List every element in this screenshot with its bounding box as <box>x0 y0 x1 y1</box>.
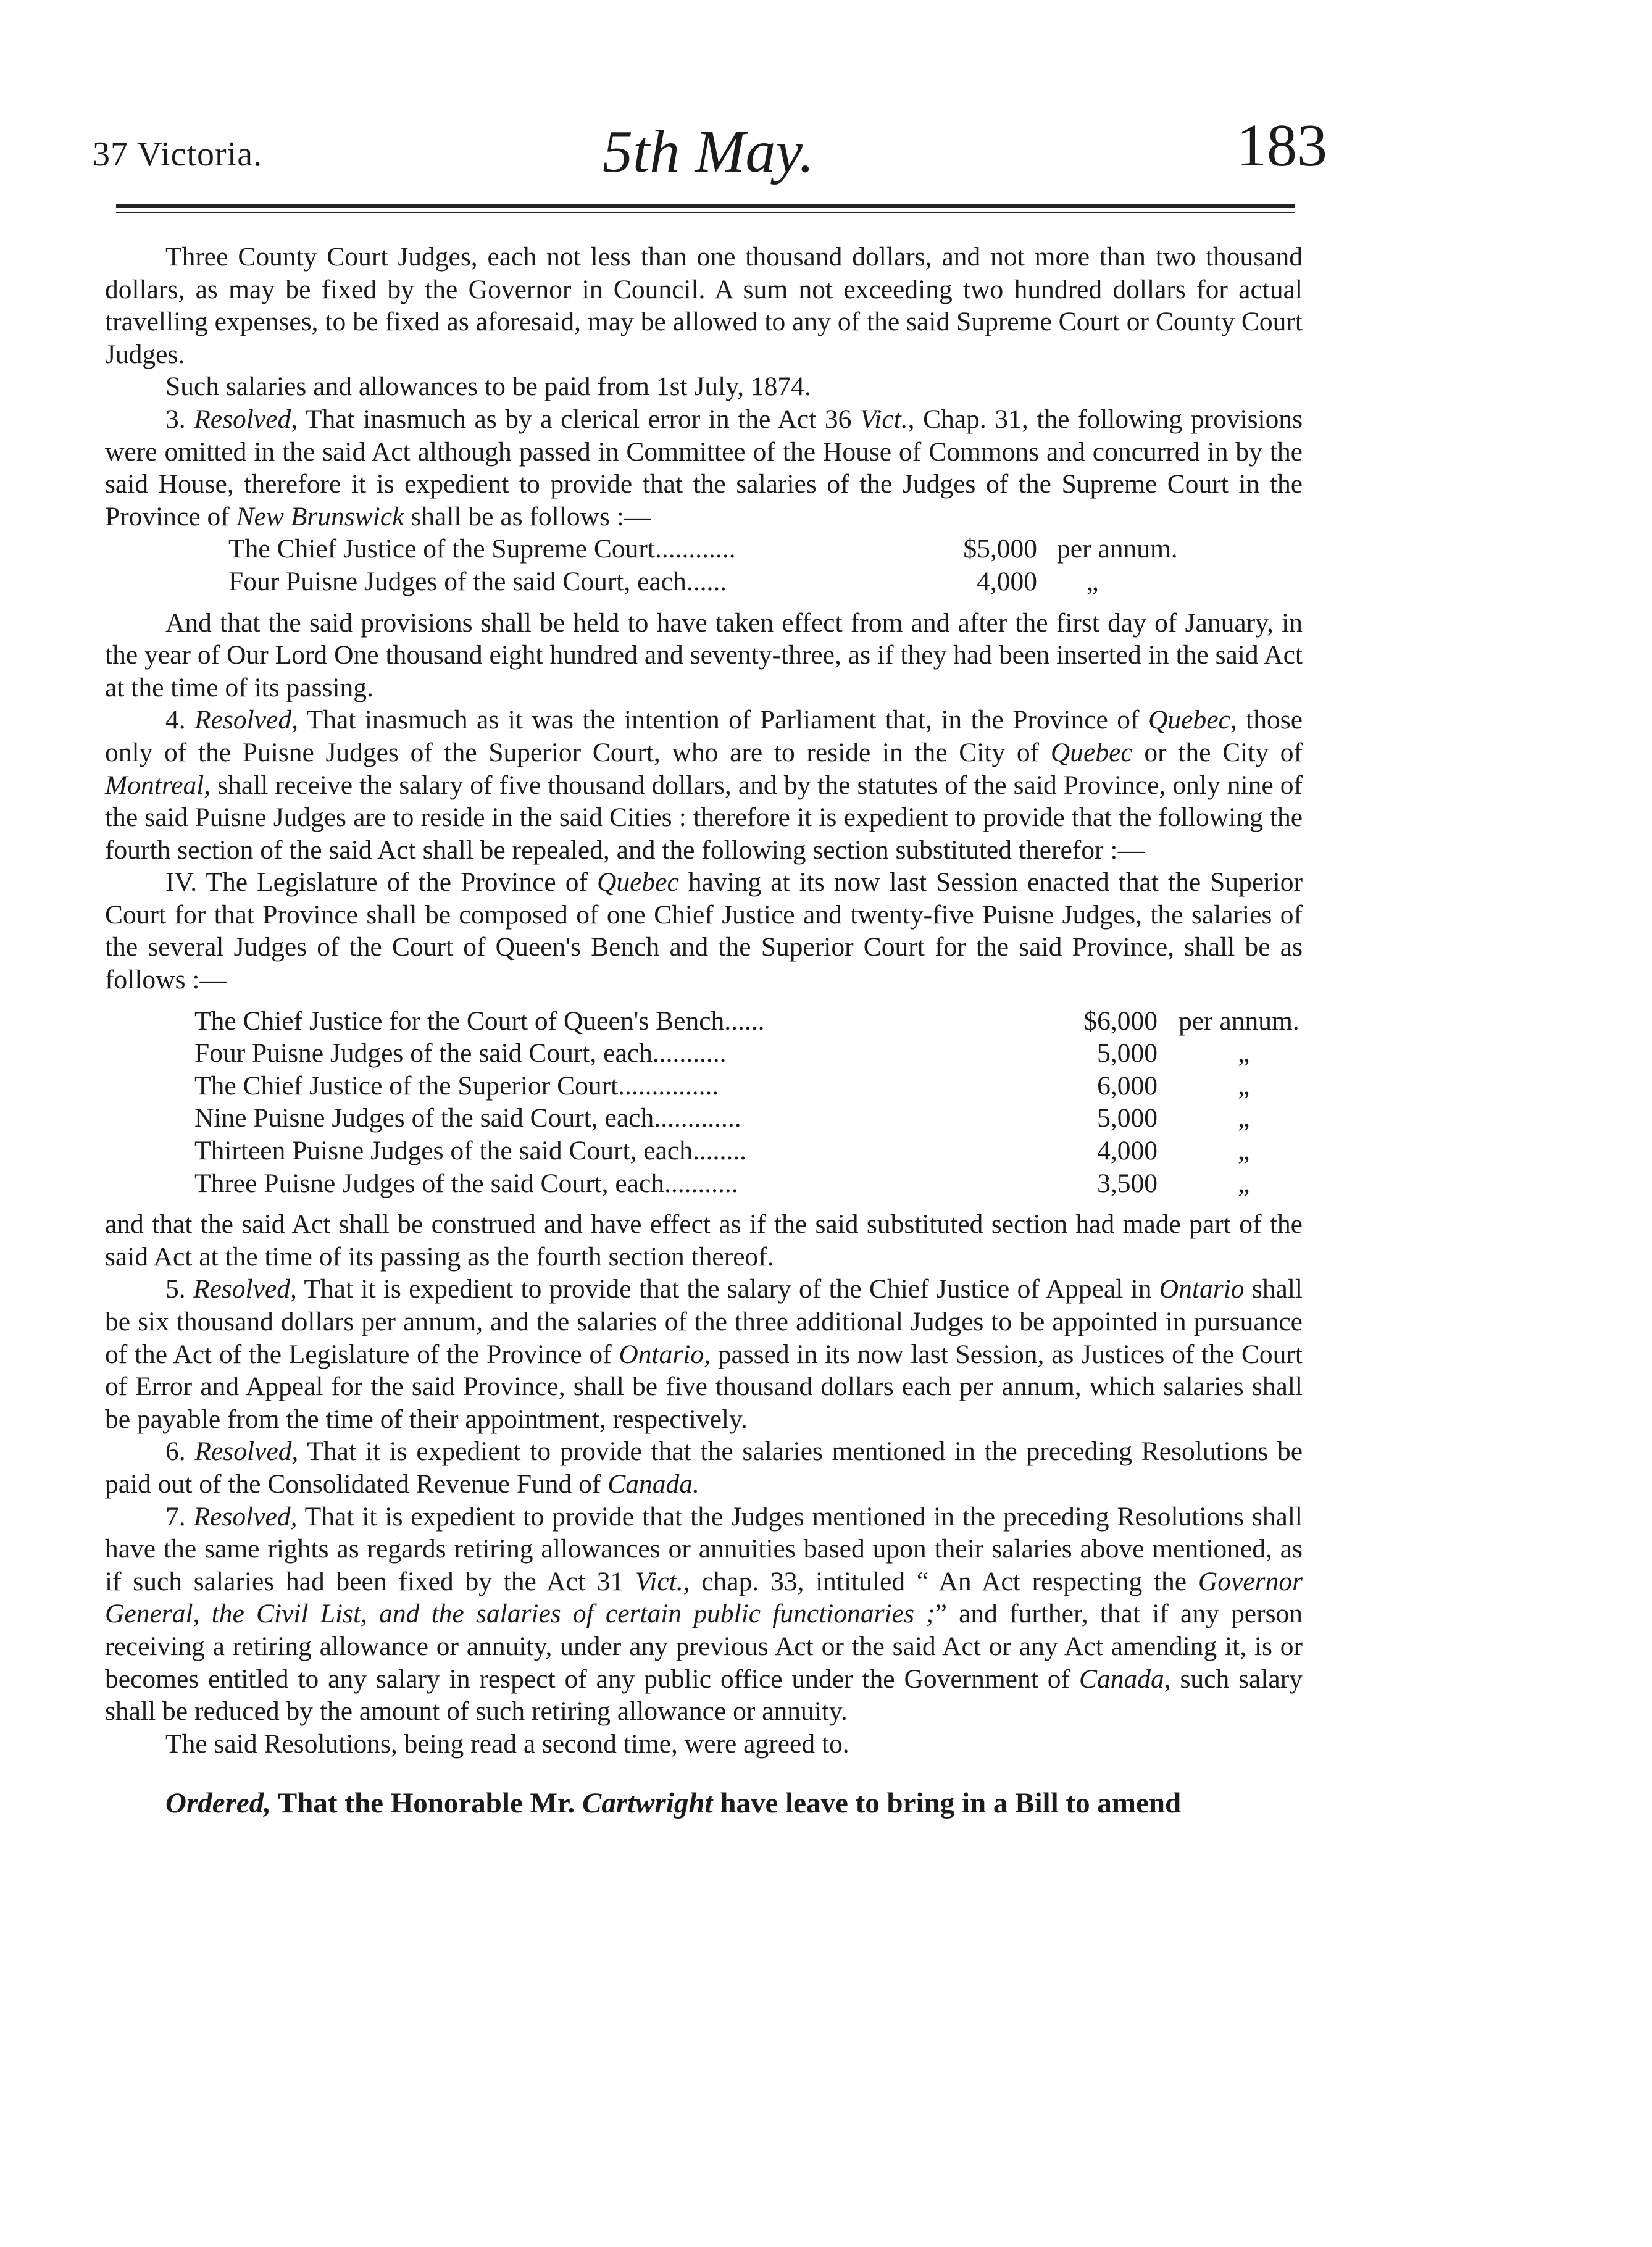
italic-term: Cartwright <box>582 1787 713 1820</box>
resolved-word: Resolved, <box>194 1436 299 1467</box>
table-cell-unit: „ <box>1238 1168 1250 1198</box>
paragraph-construed: and that the said Act shall be construed and have effect as if the said substituted section had made part of the said Act at the time of its passing as the fourth section thereof. <box>105 1209 1303 1272</box>
table-cell-amount: 5,000 <box>1097 1103 1158 1133</box>
resolution-text: That it is expedient to provide that the Judges mentioned in the preceding Resolutions shall have the same rights as regards retiring allowances or annuities based upon their salaries above mentioned, as if such salaries had been fixed by the Act 31 <box>105 1501 1303 1596</box>
salary-table-new-brunswick <box>228 533 1303 598</box>
italic-term: Canada. <box>607 1469 699 1499</box>
resolution-6 <box>105 1435 1303 1500</box>
resolution-text: shall be as follows :— <box>404 501 651 532</box>
table-cell-label: Four Puisne Judges of the said Court, each........... <box>194 1038 727 1069</box>
table-cell-unit: per annum. <box>1179 1006 1299 1036</box>
salary-table-quebec <box>194 1005 1303 1200</box>
italic-term: Vict. <box>859 404 908 434</box>
resolution-text: , chap. 33, intituled “ An Act respecting the <box>683 1566 1198 1596</box>
page-header <box>93 111 1327 210</box>
resolution-text: That inasmuch as by a clerical error in the Act 36 <box>298 404 860 434</box>
resolution-number: 7. <box>165 1501 186 1532</box>
table-row <box>194 1102 1303 1135</box>
section-text: IV. The Legislature of the Province of <box>165 867 597 898</box>
section-iv <box>105 866 1303 996</box>
table-cell-label: Thirteen Puisne Judges of the said Court, each........ <box>194 1136 746 1166</box>
order-paragraph <box>105 1787 1303 1820</box>
table-row <box>228 565 1303 598</box>
resolution-text: or the City of <box>1132 737 1303 767</box>
paragraph-agreed: The said Resolutions, being read a second time, were agreed to. <box>165 1728 849 1759</box>
italic-term: New Brunswick <box>236 501 404 532</box>
table-cell-amount: 6,000 <box>1097 1070 1158 1101</box>
resolution-text: That inasmuch as it was the intention of Parliament that, in the Province of <box>298 705 1148 735</box>
table-cell-unit: „ <box>1238 1103 1250 1133</box>
resolution-number: 4. <box>165 705 186 735</box>
header-rule <box>116 204 1295 208</box>
table-row <box>228 533 1303 565</box>
italic-term: Ontario <box>1159 1274 1245 1304</box>
table-cell-unit: „ <box>1238 1070 1250 1101</box>
paragraph-effect-date: And that the said provisions shall be held to have taken effect from and after the first day of January, in the year of Our Lord One thousand eight hundred and seventy-three, as if they had been inserted in the said Act at the time of its passing. <box>105 607 1303 702</box>
order-text: That the Honorable Mr. <box>271 1787 582 1820</box>
italic-term: Ontario, <box>619 1339 711 1369</box>
resolution-number: 6. <box>165 1436 186 1467</box>
resolution-number: 3. <box>165 404 186 434</box>
table-row <box>194 1167 1303 1200</box>
table-cell-amount: 4,000 <box>1097 1136 1158 1166</box>
order-text: have leave to bring in a Bill to amend <box>712 1787 1182 1820</box>
resolution-number: 5. <box>165 1274 186 1304</box>
paragraph-salaries-date: Such salaries and allowances to be paid from 1st July, 1874. <box>165 372 811 402</box>
resolution-text: ” and further, that if any person receiving a retiring allowance or annuity, under any previous Act or the said Act or any Act amending it, is or becomes entitled to any salary in respect of any public office under the Government of <box>105 1599 1303 1694</box>
table-cell-amount: $5,000 <box>963 534 1037 564</box>
page-number: 183 <box>1237 112 1327 179</box>
italic-term: Governor General, the Civil List, and the salaries of certain public functionaries ; <box>105 1566 1303 1629</box>
italic-term: Quebec <box>1050 737 1133 767</box>
table-cell-amount: 5,000 <box>1097 1038 1158 1069</box>
page-date: 5th May. <box>603 119 814 185</box>
regnal-year: 37 Victoria. <box>93 135 263 173</box>
page-body <box>105 241 1303 1820</box>
resolved-word: Resolved, <box>194 705 298 735</box>
table-cell-amount: $6,000 <box>1083 1006 1158 1036</box>
italic-term: Quebec <box>596 867 679 898</box>
table-cell-unit: per annum. <box>1057 534 1178 564</box>
table-cell-amount: 3,500 <box>1097 1168 1158 1198</box>
table-row <box>194 1135 1303 1167</box>
table-cell-unit: „ <box>1238 1038 1250 1069</box>
table-cell-amount: 4,000 <box>977 566 1037 596</box>
italic-term: Vict. <box>635 1566 683 1596</box>
resolution-text: , Chap. 31, the following provisions were omitted in the said Act although passed in Committee of the House of Commons and concurred in by the said House, therefore it is expedient to provide that the salaries of the Judges of the Supreme Court in the Province of <box>105 404 1303 532</box>
italic-term: Montreal, <box>105 770 211 800</box>
resolved-word: Resolved, <box>193 1501 298 1532</box>
resolution-text: , those only of the Puisne Judges of the Superior Court, who are to reside in the City of <box>105 705 1303 767</box>
table-cell-unit: „ <box>1087 566 1099 596</box>
resolution-text: such salary shall be reduced by the amount of such retiring allowance or annuity. <box>105 1664 1303 1727</box>
table-row <box>194 1005 1303 1038</box>
resolution-text: That it is expedient to provide that the salary of the Chief Justice of Appeal in <box>296 1274 1159 1304</box>
table-cell-label: Four Puisne Judges of the said Court, each...... <box>228 566 727 596</box>
header-rule-thin <box>116 212 1295 213</box>
table-cell-label: The Chief Justice of the Superior Court............... <box>194 1070 719 1101</box>
table-cell-unit: „ <box>1238 1136 1250 1166</box>
resolved-word: Resolved, <box>194 404 298 434</box>
resolution-5 <box>105 1273 1303 1435</box>
table-row <box>194 1070 1303 1103</box>
table-cell-label: The Chief Justice of the Supreme Court............ <box>228 534 736 564</box>
italic-term: Canada, <box>1078 1664 1171 1694</box>
ordered-word: Ordered, <box>165 1787 271 1820</box>
resolution-text: passed in its now last Session, as Justices of the Court of Error and Appeal for the said Province, shall be five thousand dollars each per annum, which salaries shall be payable from the time of their appointment, respectively. <box>105 1339 1303 1434</box>
section-text: having at its now last Session enacted that the Superior Court for that Province shall be composed of one Chief Justice and twenty-five Puisne Judges, the salaries of the several Judges of the Court of Queen's Bench and the Superior Court for the said Province, shall be as follows :— <box>105 867 1303 995</box>
italic-term: Quebec <box>1148 705 1230 735</box>
resolution-4 <box>105 704 1303 866</box>
paragraph-county-judges: Three County Court Judges, each not less than one thousand dollars, and not more than two thousand dollars, as may be fixed by the Governor in Council. A sum not exceeding two hundred dollars for actual travelling expenses, to be fixed as aforesaid, may be allowed to any of the said Supreme Court or County Court Judges. <box>105 242 1303 369</box>
table-cell-label: The Chief Justice for the Court of Queen's Bench...... <box>194 1006 765 1036</box>
resolution-text: shall receive the salary of five thousand dollars, and by the statutes of the said Province, only nine of the said Puisne Judges are to reside in the said Cities : therefore it is expedient to provide that the following the fourth section of the said Act shall be repealed, and the following section substituted therefor :— <box>105 770 1303 865</box>
resolution-7 <box>105 1501 1303 1728</box>
resolution-text: shall be six thousand dollars per annum, and the salaries of the three additional Judges to be appointed in pursuance of the Act of the Legislature of the Province of <box>105 1274 1303 1369</box>
table-row <box>194 1037 1303 1070</box>
table-cell-label: Three Puisne Judges of the said Court, each........... <box>194 1168 738 1198</box>
resolution-text: That it is expedient to provide that the salaries mentioned in the preceding Resolutions be paid out of the Consolidated Revenue Fund of <box>105 1436 1303 1499</box>
resolved-word: Resolved, <box>193 1274 297 1304</box>
table-cell-label: Nine Puisne Judges of the said Court, each............. <box>194 1103 741 1133</box>
resolution-3 <box>105 403 1303 533</box>
